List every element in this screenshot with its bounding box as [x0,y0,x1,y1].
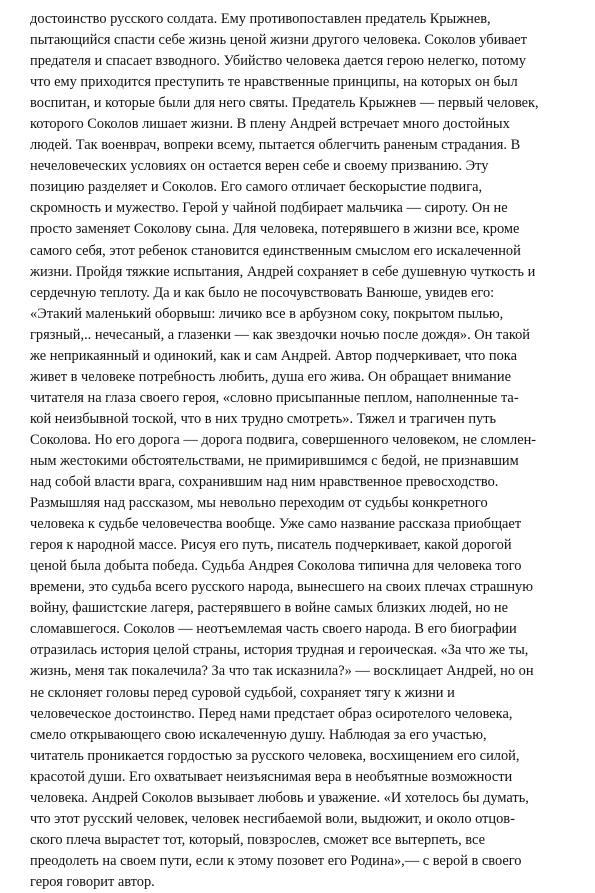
text-line: над собой власти врага, сохранившим над ним нравственное превосходство. [30,474,499,491]
text-line: нечеловеческих условиях он остается верен себе и своему призванию. Эту [30,158,489,175]
text-line: что этот русский человек, человек несгибаемой воли, выдюжит, и около отцов- [30,810,515,827]
text-line: Размышляя над рассказом, мы невольно переходим от судьбы конкретного [30,495,488,512]
text-line: войну, фашистские лагеря, растерявшего в войне самых близких людей, но не [30,600,508,617]
text-line: же неприкаянный и одинокий, как и сам Андрей. Автор подчеркивает, что пока [30,347,517,364]
text-line: человека к судьбе человечества вообще. Уже само название рассказа приобщает [30,516,522,533]
text-line: читатель проникается гордостью за русского человека, восхищением его силой, [30,747,520,764]
text-line: жизни. Пройдя тяжкие испытания, Андрей сохраняет в себе душевную чуткость и [30,263,536,280]
text-line: преодолеть на своем пути, если к этому позовет его Родина»,— с верой в своего [30,852,522,869]
text-line: кой неизбывной тоской, что в них трудно смотреть». Тяжел и трагичен путь [30,410,497,427]
text-line: жизнь, меня так покалечила? За что так исказнила?» — восклицает Андрей, но он [30,663,534,680]
text-line: человеческое достоинство. Перед нами предстает образ осиротелого человека, [30,705,513,722]
text-line: скромность и мужество. Герой у чайной подбирает мальчика — сироту. Он не [30,200,508,217]
text-line: просто заменяет Соколову сына. Для человека, потерявшего в жизни все, кроме [30,221,520,238]
text-line: самого себя, этот ребенок становится единственным смыслом его искалеченной [30,242,521,259]
text-line: ным жестокими обстоятельствами, не примирившимся с бедой, не признавшим [30,452,519,469]
text-line: позицию разделяет и Соколов. Его самого отличает бескорыстие подвига, [30,179,483,196]
text-line: людей. Так военврач, вопреки всему, пытается облегчить раненым страдания. В [30,137,521,154]
text-line: живет в человеке потребность любить, душа его жива. Он обращает внимание [30,368,511,385]
text-line: воспитан, и которые были для него святы. Предатель Крыжнев — первый человек, [30,95,539,112]
body-text [30,9,575,893]
text-line: сердечную теплоту. Да и как было не посочувствовать Ванюше, увидев его: [30,284,495,301]
text-line: героя говорит автор. [30,873,155,890]
text-line: которого Соколов лишает жизни. В плену Андрей встречает много достойных [30,116,510,133]
text-line: ского плеча вырастет тот, который, повзрослев, сможет все вытерпеть, все [30,831,485,848]
text-line: не склоняет головы перед суровой судьбой, сохраняет тягу к жизни и [30,684,455,701]
text-line: читателя на глаза своего героя, «словно присыпанные пеплом, наполненные та- [30,389,519,406]
text-line: времени, это судьба всего русского народа, вынесшего на своих плечах страшную [30,579,534,596]
text-line: «Этакий маленький оборвыш: личико все в арбузном соку, покрытом пылью, [30,305,504,322]
text-line: сломавшегося. Соколов — неотъемлемая часть своего народа. В его биографии [30,621,517,638]
text-line: смело открывающего свою искалеченную душу. Наблюдая за его участью, [30,726,487,743]
text-line: ценой была добыта победа. Судьба Андрея Соколова типична для человека того [30,558,522,575]
text-line: достоинство русского солдата. Ему противопоставлен предатель Крыжнев, [30,11,491,27]
text-line: предателя и спасает взводного. Убийство человека дается герою нелегко, потому [30,53,526,70]
text-line: что ему приходится преступить те нравственные принципы, на которых он был [30,74,518,91]
text-line: пытающийся спасти себе жизнь ценой жизни другого человека. Соколов убивает [30,32,527,49]
text-line: героя к народной массе. Рисуя его путь, писатель подчеркивает, какой дорогой [30,537,512,554]
text-line: красотой души. Его охватывает неизъяснимая вера в необъятные возможности [30,768,513,785]
text-line: Соколова. Но его дорога — дорога подвига, совершенного человеком, не сломлен- [30,431,537,448]
text-line: человека. Андрей Соколов вызывает любовь и уважение. «И хотелось бы думать, [30,789,529,806]
text-line: отразилась история целой страны, история трудная и героическая. «За что же ты, [30,642,529,659]
text-line: грязный,.. нечесаный, а глазенки — как звездочки ночью после дождя». Он такой [30,326,530,343]
